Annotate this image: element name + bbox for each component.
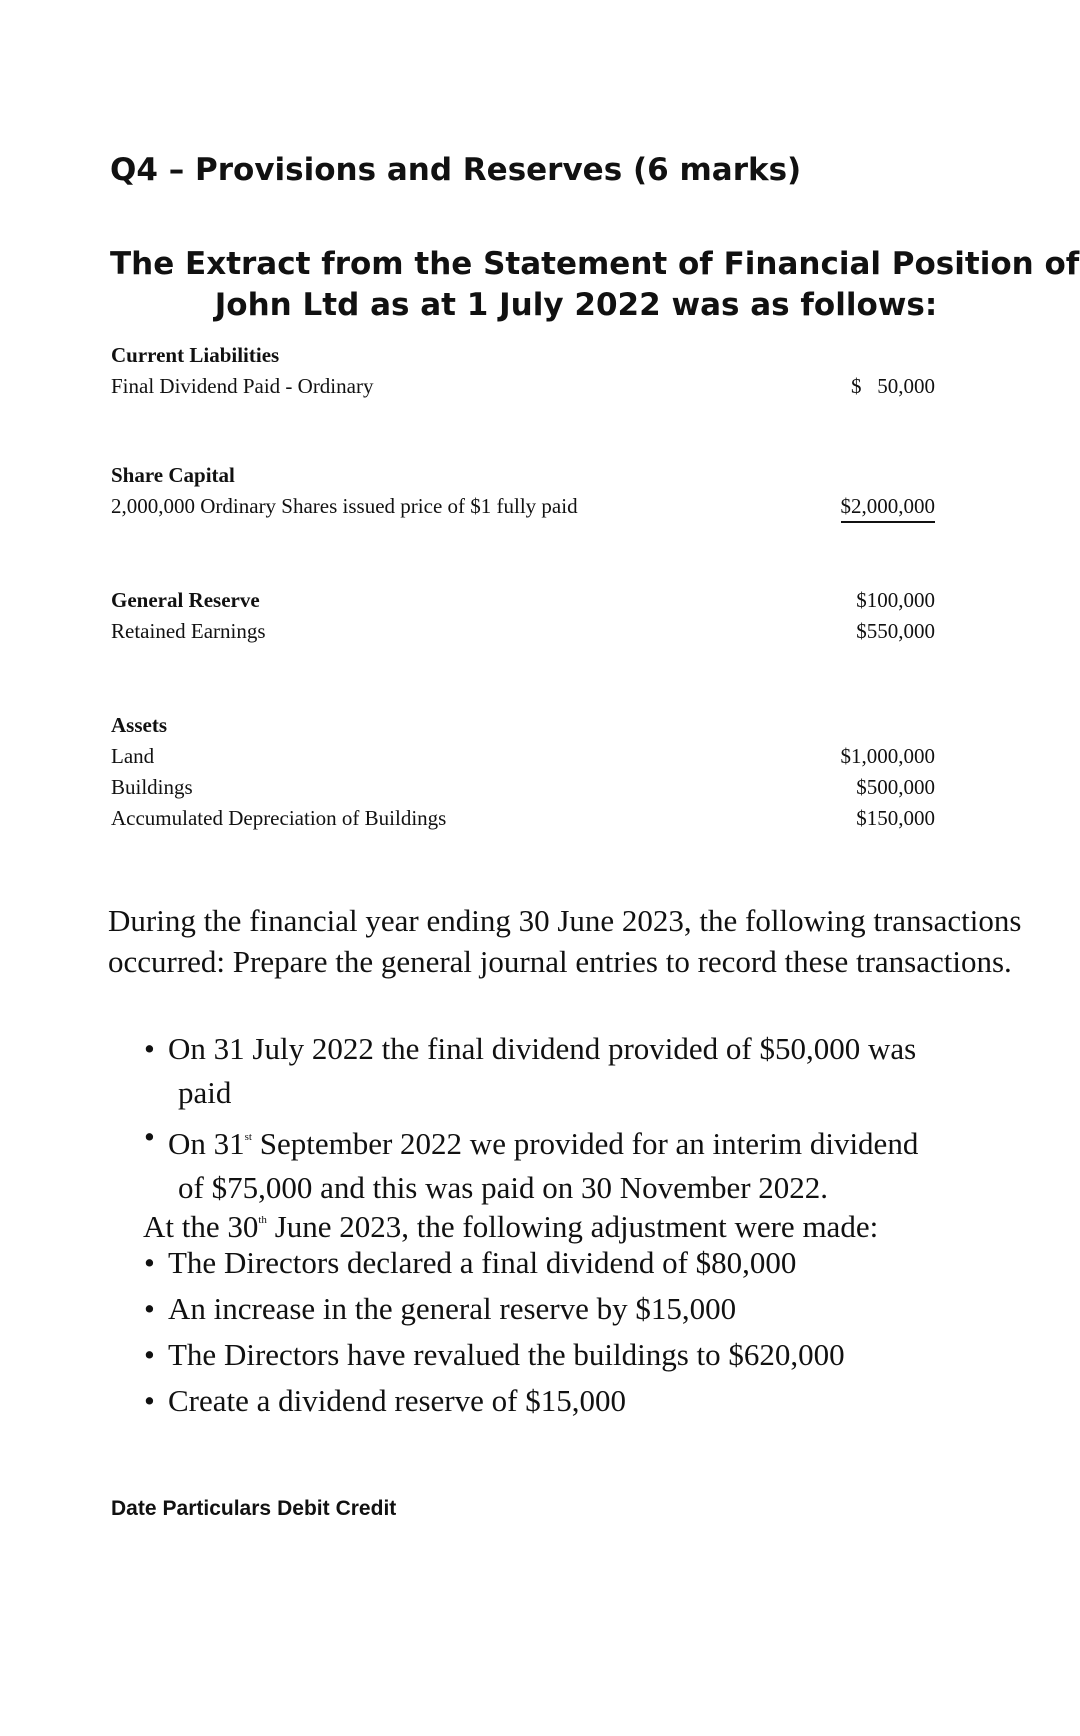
list-item <box>140 1115 1040 1210</box>
transactions-intro: During the financial year ending 30 June 2023, the following transactions occurred: Prepare the general journal entries to record these transactions. <box>108 903 1022 979</box>
statement-heading <box>110 244 1080 326</box>
list-item <box>140 1027 1040 1115</box>
adjustment-3: The Directors have revalued the buildings to $620,000 <box>168 1337 845 1372</box>
accumulated-depreciation-amount: $150,000 <box>856 806 935 830</box>
retained-earnings-label: Retained Earnings <box>111 619 266 643</box>
transaction-2-suffix: September 2022 we provided for an interim dividend <box>251 1126 919 1161</box>
transaction-1-continuation: paid <box>178 1075 232 1110</box>
journal-column-particulars: Particulars <box>162 1497 272 1520</box>
list-item <box>140 1240 1040 1286</box>
assets-title: Assets <box>111 713 167 737</box>
land-label: Land <box>111 744 155 768</box>
ordinary-shares-amount: $2,000,000 <box>841 494 936 523</box>
list-item <box>140 1378 1040 1424</box>
bullet-icon: • <box>144 1291 155 1326</box>
general-reserve-label: General Reserve <box>111 588 260 612</box>
list-item <box>140 1332 1040 1378</box>
general-reserve-amount: $100,000 <box>856 588 935 612</box>
accumulated-depreciation-label: Accumulated Depreciation of Buildings <box>111 806 447 830</box>
bullet-icon: • <box>144 1119 155 1154</box>
transaction-2-continuation: of $75,000 and this was paid on 30 November 2022. <box>178 1170 829 1205</box>
transaction-2-ordinal: st <box>244 1131 252 1143</box>
adjustment-1: The Directors declared a final dividend of $80,000 <box>168 1245 797 1280</box>
journal-column-credit: Credit <box>335 1497 397 1520</box>
land-amount: $1,000,000 <box>840 744 935 768</box>
question-title: Q4 – Provisions and Reserves (6 marks) <box>110 152 802 188</box>
bullet-icon: • <box>144 1337 155 1372</box>
final-dividend-amount: $ 50,000 <box>851 374 935 398</box>
transaction-1-text: On 31 July 2022 the final dividend provided of $50,000 was <box>168 1031 917 1066</box>
heading-line-2: John Ltd as at 1 July 2022 was as follows: <box>214 287 938 323</box>
share-capital-title: Share Capital <box>111 463 235 487</box>
adjustments-list <box>140 1240 1040 1424</box>
adjustments-intro-suffix: June 2023, the following adjustment were made: <box>266 1209 879 1244</box>
bullet-icon: • <box>144 1031 155 1066</box>
buildings-amount: $500,000 <box>856 775 935 799</box>
buildings-label: Buildings <box>111 775 193 799</box>
adjustment-2: An increase in the general reserve by $15,000 <box>168 1291 737 1326</box>
heading-line-1: The Extract from the Statement of Financial Position of <box>110 246 1080 282</box>
transaction-2-prefix: On 31 <box>168 1126 245 1161</box>
adjustments-intro-prefix: At the 30 <box>143 1209 259 1244</box>
current-liabilities-title: Current Liabilities <box>111 343 280 367</box>
transactions-list <box>140 1027 1040 1210</box>
retained-earnings-amount: $550,000 <box>856 619 935 643</box>
journal-column-date: Date <box>111 1497 157 1520</box>
list-item <box>140 1286 1040 1332</box>
adjustments-intro-ordinal: th <box>258 1214 267 1226</box>
bullet-icon: • <box>144 1383 155 1418</box>
adjustment-4: Create a dividend reserve of $15,000 <box>168 1383 626 1418</box>
ordinary-shares-label: 2,000,000 Ordinary Shares issued price of $1 fully paid <box>111 494 578 518</box>
journal-column-debit: Debit <box>277 1497 330 1520</box>
journal-header <box>111 1497 402 1521</box>
final-dividend-label: Final Dividend Paid - Ordinary <box>111 374 374 398</box>
bullet-icon: • <box>144 1245 155 1280</box>
